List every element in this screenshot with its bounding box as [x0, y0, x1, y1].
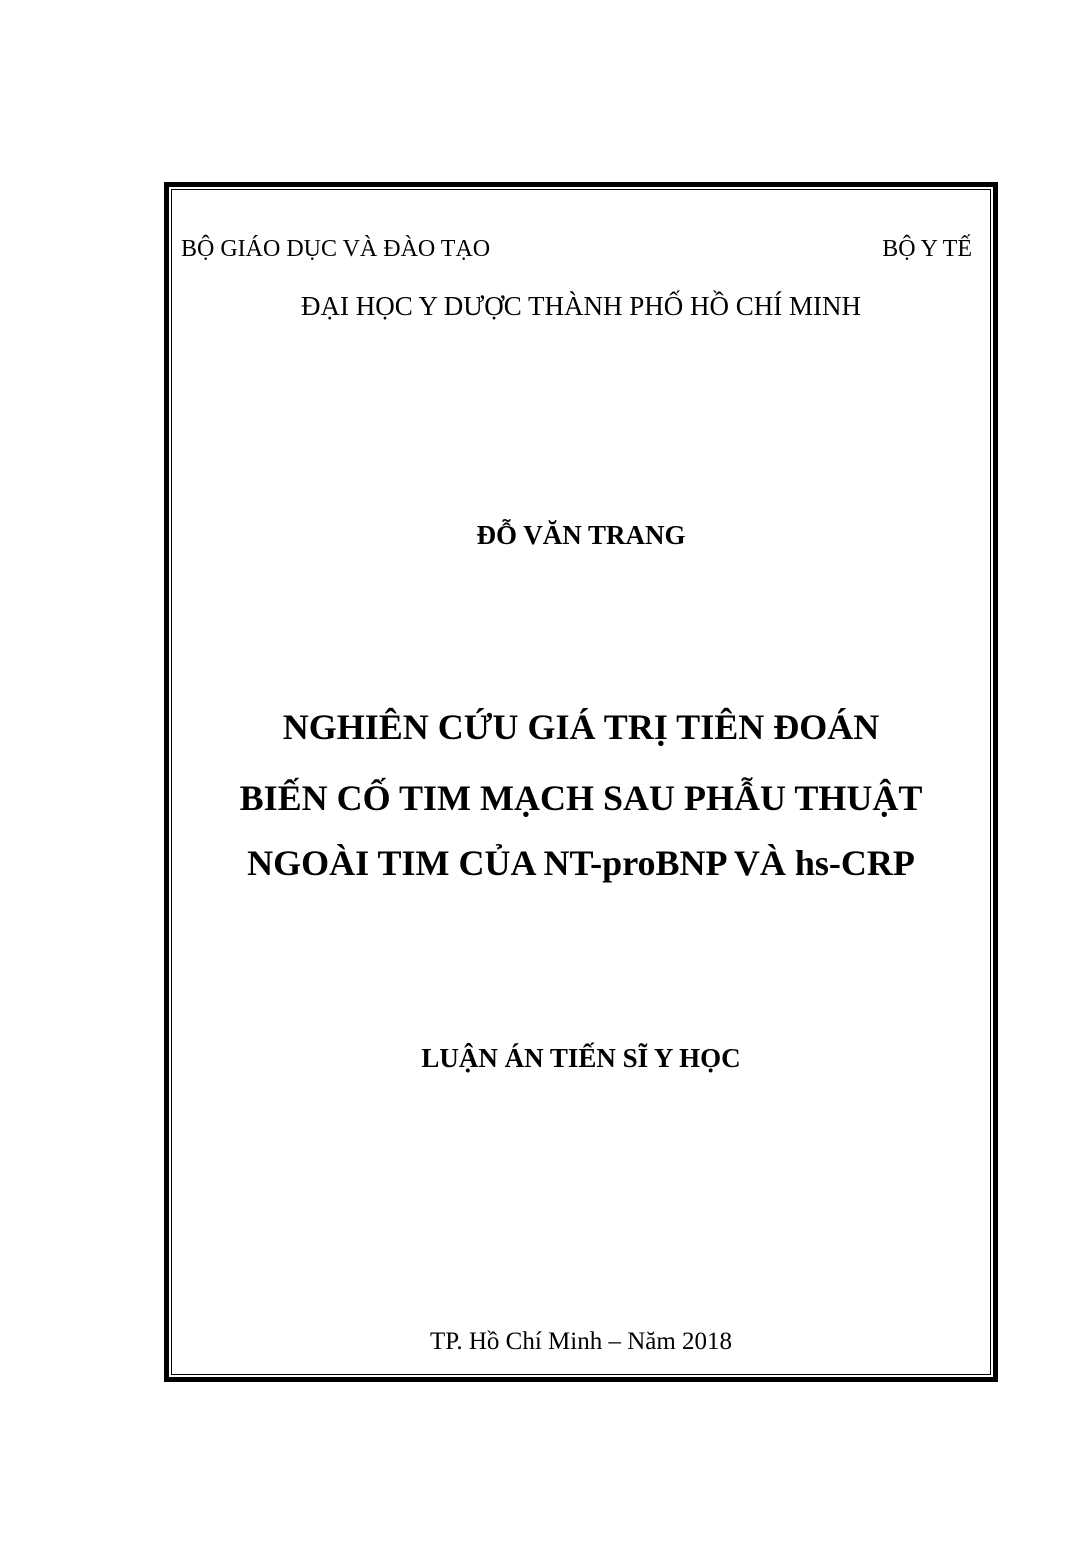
thesis-title-line-2: BIẾN CỐ TIM MẠCH SAU PHẪU THUẬT [239, 778, 923, 818]
degree-label: LUẬN ÁN TIẾN SĨ Y HỌC [421, 1043, 741, 1073]
author-name: ĐỖ VĂN TRANG [476, 520, 686, 550]
thesis-title-line-1: NGHIÊN CỨU GIÁ TRỊ TIÊN ĐOÁN [282, 707, 880, 747]
place-and-year: TP. Hồ Chí Minh – Năm 2018 [429, 1328, 733, 1355]
thesis-title-line-3: NGOÀI TIM CỦA NT-proBNP VÀ hs-CRP [247, 843, 915, 883]
university-name: ĐẠI HỌC Y DƯỢC THÀNH PHỐ HỒ CHÍ MINH [301, 291, 861, 321]
ministry-education: BỘ GIÁO DỤC VÀ ĐÀO TẠO [181, 236, 491, 262]
ministry-health: BỘ Y TẾ [882, 236, 972, 262]
